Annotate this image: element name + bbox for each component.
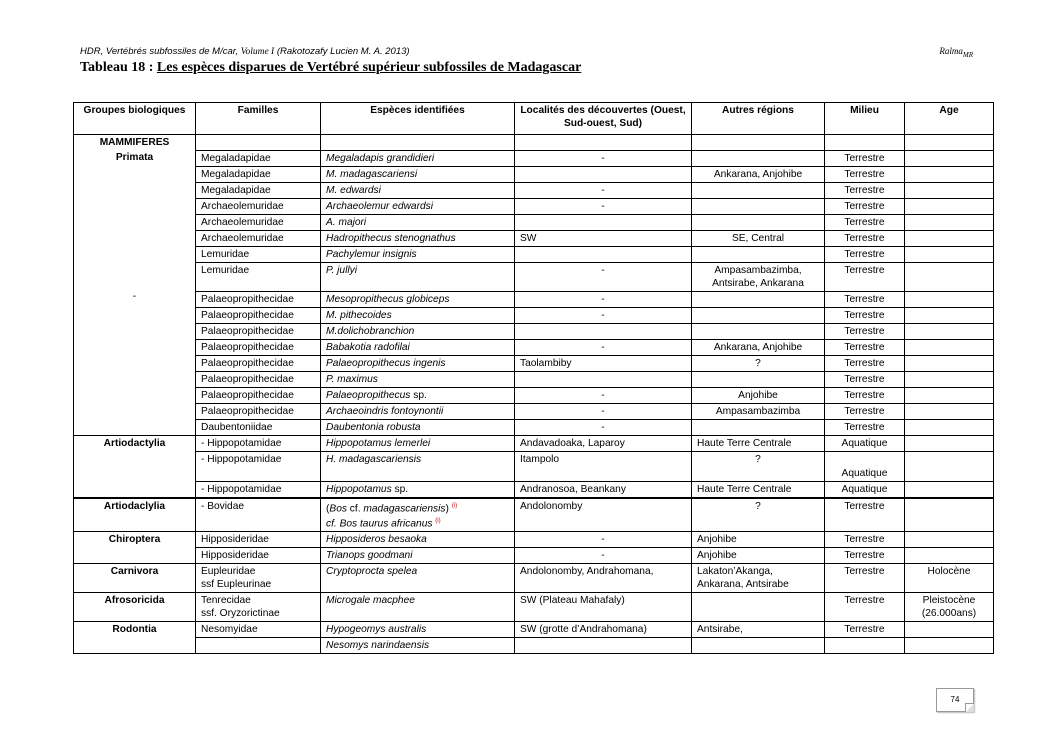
locality-cell: SW (grotte d’Andrahomana) — [515, 622, 692, 638]
locality-cell: - — [515, 403, 692, 419]
age-cell — [905, 262, 994, 291]
locality-cell: Andavadoaka, Laparoy — [515, 435, 692, 451]
region-cell — [692, 262, 825, 291]
species-cell: P. jullyi — [321, 262, 515, 291]
locality-cell: - — [515, 291, 692, 307]
region-cell: Ankarana, Anjohibe — [692, 339, 825, 355]
species-cell: Hippopotamus lemerlei — [321, 435, 515, 451]
locality-cell: - — [515, 262, 692, 291]
milieu-cell: Terrestre — [825, 182, 905, 198]
family-cell: Palaeopropithecidae — [196, 371, 321, 387]
age-cell — [905, 548, 994, 564]
subfamily-line: ssf. Oryzorictinae — [201, 608, 280, 620]
species-cell: P. maximus — [321, 371, 515, 387]
species-cell — [321, 481, 515, 498]
group-cell: Artiodaclylia — [74, 498, 196, 532]
region-cell — [692, 323, 825, 339]
milieu-cell: Terrestre — [825, 548, 905, 564]
family-cell: - Bovidae — [196, 498, 321, 532]
milieu-cell: Terrestre — [825, 323, 905, 339]
family-cell: Palaeopropithecidae — [196, 323, 321, 339]
species-cell: Megaladapis grandidieri — [321, 150, 515, 166]
locality-cell: Taolambiby — [515, 355, 692, 371]
species-cell: Trianops goodmani — [321, 548, 515, 564]
age-cell — [905, 593, 994, 622]
region-cell: Haute Terre Centrale — [692, 481, 825, 498]
family-cell: Palaeopropithecidae — [196, 339, 321, 355]
age-cell — [905, 166, 994, 182]
table-row — [74, 564, 994, 593]
species-cell: Daubentonia robusta — [321, 419, 515, 435]
age-line: (26.000ans) — [921, 608, 977, 620]
age-cell — [905, 498, 994, 532]
table-title — [80, 60, 581, 76]
table-row — [74, 150, 994, 166]
species-cell: Hipposideros besaoka — [321, 532, 515, 548]
locality-cell — [515, 246, 692, 262]
milieu-cell: Terrestre — [825, 230, 905, 246]
region-cell: Anjohibe — [692, 387, 825, 403]
age-cell — [905, 622, 994, 638]
region-line: Ankarana, Antsirabe — [697, 579, 789, 591]
region-cell — [692, 198, 825, 214]
species-cell: A. majori — [321, 214, 515, 230]
locality-cell: Andranosoa, Beankany — [515, 481, 692, 498]
family-cell: Palaeopropithecidae — [196, 355, 321, 371]
group-cell: Artiodactylia — [74, 435, 196, 498]
age-cell — [905, 198, 994, 214]
age-cell — [905, 403, 994, 419]
family-cell: Nesomyidae — [196, 622, 321, 638]
locality-cell — [515, 323, 692, 339]
age-cell — [905, 307, 994, 323]
milieu-cell: Terrestre — [825, 564, 905, 593]
col-header: Espèces identifiées — [321, 103, 515, 135]
milieu-cell: Terrestre — [825, 498, 905, 532]
locality-cell: SW — [515, 230, 692, 246]
age-line: Pleistocène — [922, 595, 976, 607]
locality-cell: - — [515, 182, 692, 198]
locality-cell: SW (Plateau Mahafaly) — [515, 593, 692, 622]
species-suffix: sp. — [410, 389, 427, 401]
species-cf: cf. — [346, 502, 364, 514]
region-cell: Ankarana, Anjohibe — [692, 166, 825, 182]
milieu-cell: Terrestre — [825, 262, 905, 291]
milieu-cell: Terrestre — [825, 403, 905, 419]
locality-cell: Itampolo — [515, 451, 692, 481]
region-cell: ? — [692, 451, 825, 481]
table-row — [74, 214, 994, 230]
table-row — [74, 371, 994, 387]
species-cell — [321, 387, 515, 403]
table-row — [74, 323, 994, 339]
paren: ) — [445, 502, 449, 514]
region-cell: Anjohibe — [692, 532, 825, 548]
species-table — [73, 102, 994, 654]
species-genus: Hippopotamus — [326, 483, 392, 495]
milieu-cell: Terrestre — [825, 246, 905, 262]
region-cell: SE, Central — [692, 230, 825, 246]
family-line: Tenrecidae — [201, 595, 251, 607]
age-cell — [905, 150, 994, 166]
table-row — [74, 419, 994, 435]
region-cell — [692, 419, 825, 435]
region-line: Antsirabe, Ankarana — [712, 277, 804, 289]
title-prefix: Tableau 18 : — [80, 60, 157, 75]
col-header: Autres régions — [692, 103, 825, 135]
col-header: Groupes biologiques — [74, 103, 196, 135]
locality-cell: - — [515, 339, 692, 355]
species-genus: Bos — [329, 502, 347, 514]
locality-cell: Andolonomby — [515, 498, 692, 532]
table-row — [74, 135, 994, 151]
age-cell: Holocène — [905, 564, 994, 593]
milieu-cell: Aquatique — [825, 435, 905, 451]
group-cell: Chiroptera — [74, 532, 196, 564]
table-row — [74, 451, 994, 481]
table-row — [74, 230, 994, 246]
milieu-cell: Terrestre — [825, 532, 905, 548]
age-cell — [905, 323, 994, 339]
family-cell: Lemuridae — [196, 262, 321, 291]
milieu-cell: Terrestre — [825, 214, 905, 230]
region-cell: Anjohibe — [692, 548, 825, 564]
milieu-cell: Aquatique — [825, 451, 905, 481]
group-cell: MAMMIFERES — [74, 135, 196, 151]
running-header-right — [939, 46, 973, 59]
group-cell — [74, 150, 196, 435]
table-row — [74, 246, 994, 262]
footnote-mark: (i) — [435, 517, 441, 524]
age-cell — [905, 291, 994, 307]
family-cell: Megaladapidae — [196, 166, 321, 182]
species-cell: M.dolichobranchion — [321, 323, 515, 339]
table-row — [74, 339, 994, 355]
species-cell: Archaeolemur edwardsi — [321, 198, 515, 214]
age-cell — [905, 246, 994, 262]
table-row — [74, 291, 994, 307]
age-cell — [905, 481, 994, 498]
locality-cell: - — [515, 150, 692, 166]
family-cell: Archaeolemuridae — [196, 198, 321, 214]
milieu-cell: Terrestre — [825, 355, 905, 371]
region-cell — [692, 638, 825, 654]
milieu-cell: Terrestre — [825, 593, 905, 622]
table-row — [74, 262, 994, 291]
region-cell — [692, 182, 825, 198]
table-row — [74, 548, 994, 564]
table-row — [74, 593, 994, 622]
milieu-cell: Terrestre — [825, 150, 905, 166]
age-cell — [905, 387, 994, 403]
age-cell — [905, 532, 994, 548]
header-volume: Volume I — [240, 47, 275, 57]
milieu-cell: Terrestre — [825, 339, 905, 355]
header-initials-sub: MR — [962, 50, 973, 59]
locality-cell — [515, 638, 692, 654]
age-cell — [905, 435, 994, 451]
species-line — [326, 515, 509, 530]
species-cell: Nesomys narindaensis — [321, 638, 515, 654]
paren: ( — [326, 502, 330, 514]
family-cell — [196, 593, 321, 622]
header-initials: Ralma — [939, 46, 963, 56]
family-cell: Daubentoniidae — [196, 419, 321, 435]
table-row — [74, 166, 994, 182]
group-primata: Primata — [115, 152, 154, 163]
species-cell: Microgale macphee — [321, 593, 515, 622]
age-cell — [905, 638, 994, 654]
table-row — [74, 182, 994, 198]
species-name: cf. Bos taurus africanus — [326, 518, 433, 530]
locality-cell: - — [515, 532, 692, 548]
table-row — [74, 498, 994, 532]
col-header: Age — [905, 103, 994, 135]
table-row — [74, 435, 994, 451]
locality-cell — [515, 371, 692, 387]
header-author: (Rakotozafy Lucien M. A. 2013) — [274, 46, 410, 57]
group-cell: Rodontia — [74, 622, 196, 654]
locality-cell: - — [515, 307, 692, 323]
family-cell: Palaeopropithecidae — [196, 291, 321, 307]
species-cell: M. pithecoides — [321, 307, 515, 323]
family-cell: Hipposideridae — [196, 532, 321, 548]
family-cell — [196, 638, 321, 654]
species-cell: Babakotia radofilai — [321, 339, 515, 355]
family-cell: Palaeopropithecidae — [196, 403, 321, 419]
family-cell: Hipposideridae — [196, 548, 321, 564]
milieu-cell: Aquatique — [825, 481, 905, 498]
col-header: Milieu — [825, 103, 905, 135]
family-cell: Palaeopropithecidae — [196, 387, 321, 403]
group-cell: Afrosoricida — [74, 593, 196, 622]
region-cell — [692, 214, 825, 230]
table-row — [74, 481, 994, 498]
species-cell: H. madagascariensis — [321, 451, 515, 481]
milieu-cell: Terrestre — [825, 198, 905, 214]
milieu-cell: Terrestre — [825, 622, 905, 638]
family-line: Eupleuridae — [201, 566, 256, 578]
region-cell — [692, 371, 825, 387]
species-cell: Mesopropithecus globiceps — [321, 291, 515, 307]
family-cell: Archaeolemuridae — [196, 214, 321, 230]
milieu-cell: Terrestre — [825, 307, 905, 323]
family-cell — [196, 564, 321, 593]
age-cell — [905, 182, 994, 198]
milieu-cell: Terrestre — [825, 419, 905, 435]
locality-cell — [515, 166, 692, 182]
table-row — [74, 307, 994, 323]
region-cell: Antsirabe, — [692, 622, 825, 638]
region-cell: ? — [692, 498, 825, 532]
locality-cell: - — [515, 387, 692, 403]
milieu-cell: Terrestre — [825, 291, 905, 307]
table-row — [74, 403, 994, 419]
locality-cell: - — [515, 419, 692, 435]
family-cell: Archaeolemuridae — [196, 230, 321, 246]
species-cell: Hypogeomys australis — [321, 622, 515, 638]
age-cell — [905, 371, 994, 387]
region-cell — [692, 307, 825, 323]
family-cell: - Hippopotamidae — [196, 435, 321, 451]
age-cell — [905, 451, 994, 481]
family-cell: Megaladapidae — [196, 150, 321, 166]
species-epithet: madagascariensis — [363, 502, 446, 514]
subfamily-line: ssf Eupleurinae — [201, 579, 272, 591]
species-cell: Pachylemur insignis — [321, 246, 515, 262]
locality-cell: - — [515, 548, 692, 564]
group-cell: Carnivora — [74, 564, 196, 593]
table-row — [74, 622, 994, 638]
species-cell: Hadropithecus stenognathus — [321, 230, 515, 246]
species-cell — [321, 498, 515, 532]
region-cell — [692, 564, 825, 593]
region-line: Lakaton’Akanga, — [697, 566, 773, 578]
family-cell: - Hippopotamidae — [196, 481, 321, 498]
species-cell: Cryptoprocta spelea — [321, 564, 515, 593]
locality-cell: - — [515, 198, 692, 214]
family-cell: Lemuridae — [196, 246, 321, 262]
species-genus: Palaeopropithecus — [326, 389, 411, 401]
region-cell — [692, 593, 825, 622]
table-row — [74, 355, 994, 371]
locality-cell — [515, 214, 692, 230]
species-cell: Archaeoindris fontoynontii — [321, 403, 515, 419]
milieu-cell: Terrestre — [825, 371, 905, 387]
family-cell: Palaeopropithecidae — [196, 307, 321, 323]
species-line — [326, 500, 509, 515]
table-header-row — [74, 103, 994, 135]
species-cell: M. edwardsi — [321, 182, 515, 198]
milieu-cell — [825, 638, 905, 654]
locality-cell: Andolonomby, Andrahomana, — [515, 564, 692, 593]
table-row — [74, 387, 994, 403]
age-cell — [905, 214, 994, 230]
region-cell — [692, 291, 825, 307]
table-row — [74, 532, 994, 548]
region-line: Ampasambazimba, — [714, 264, 802, 276]
age-cell — [905, 230, 994, 246]
milieu-cell: Terrestre — [825, 166, 905, 182]
region-cell: Ampasambazimba — [692, 403, 825, 419]
col-header: Localités des découvertes (Ouest, Sud-ouest, Sud) — [515, 103, 692, 135]
region-cell: Haute Terre Centrale — [692, 435, 825, 451]
age-cell — [905, 419, 994, 435]
species-cell: M. madagascariensi — [321, 166, 515, 182]
region-cell — [692, 246, 825, 262]
col-header: Familles — [196, 103, 321, 135]
table-row — [74, 638, 994, 654]
milieu-cell: Terrestre — [825, 387, 905, 403]
family-cell: Megaladapidae — [196, 182, 321, 198]
page-number: 74 — [936, 688, 974, 712]
species-cell: Palaeopropithecus ingenis — [321, 355, 515, 371]
footnote-mark: (i) — [451, 502, 458, 509]
table-row — [74, 198, 994, 214]
age-cell — [905, 355, 994, 371]
running-header-left — [80, 46, 410, 57]
header-text: HDR, Vertébrés subfossiles de M/car, — [80, 46, 241, 57]
title-text: Les espèces disparues de Vertébré supérieur subfossiles de Madagascar — [156, 60, 582, 75]
dash-mark: - — [132, 291, 137, 302]
species-suffix: sp. — [391, 483, 409, 495]
region-cell: ? — [692, 355, 825, 371]
family-cell: - Hippopotamidae — [196, 451, 321, 481]
region-cell — [692, 150, 825, 166]
age-cell — [905, 339, 994, 355]
